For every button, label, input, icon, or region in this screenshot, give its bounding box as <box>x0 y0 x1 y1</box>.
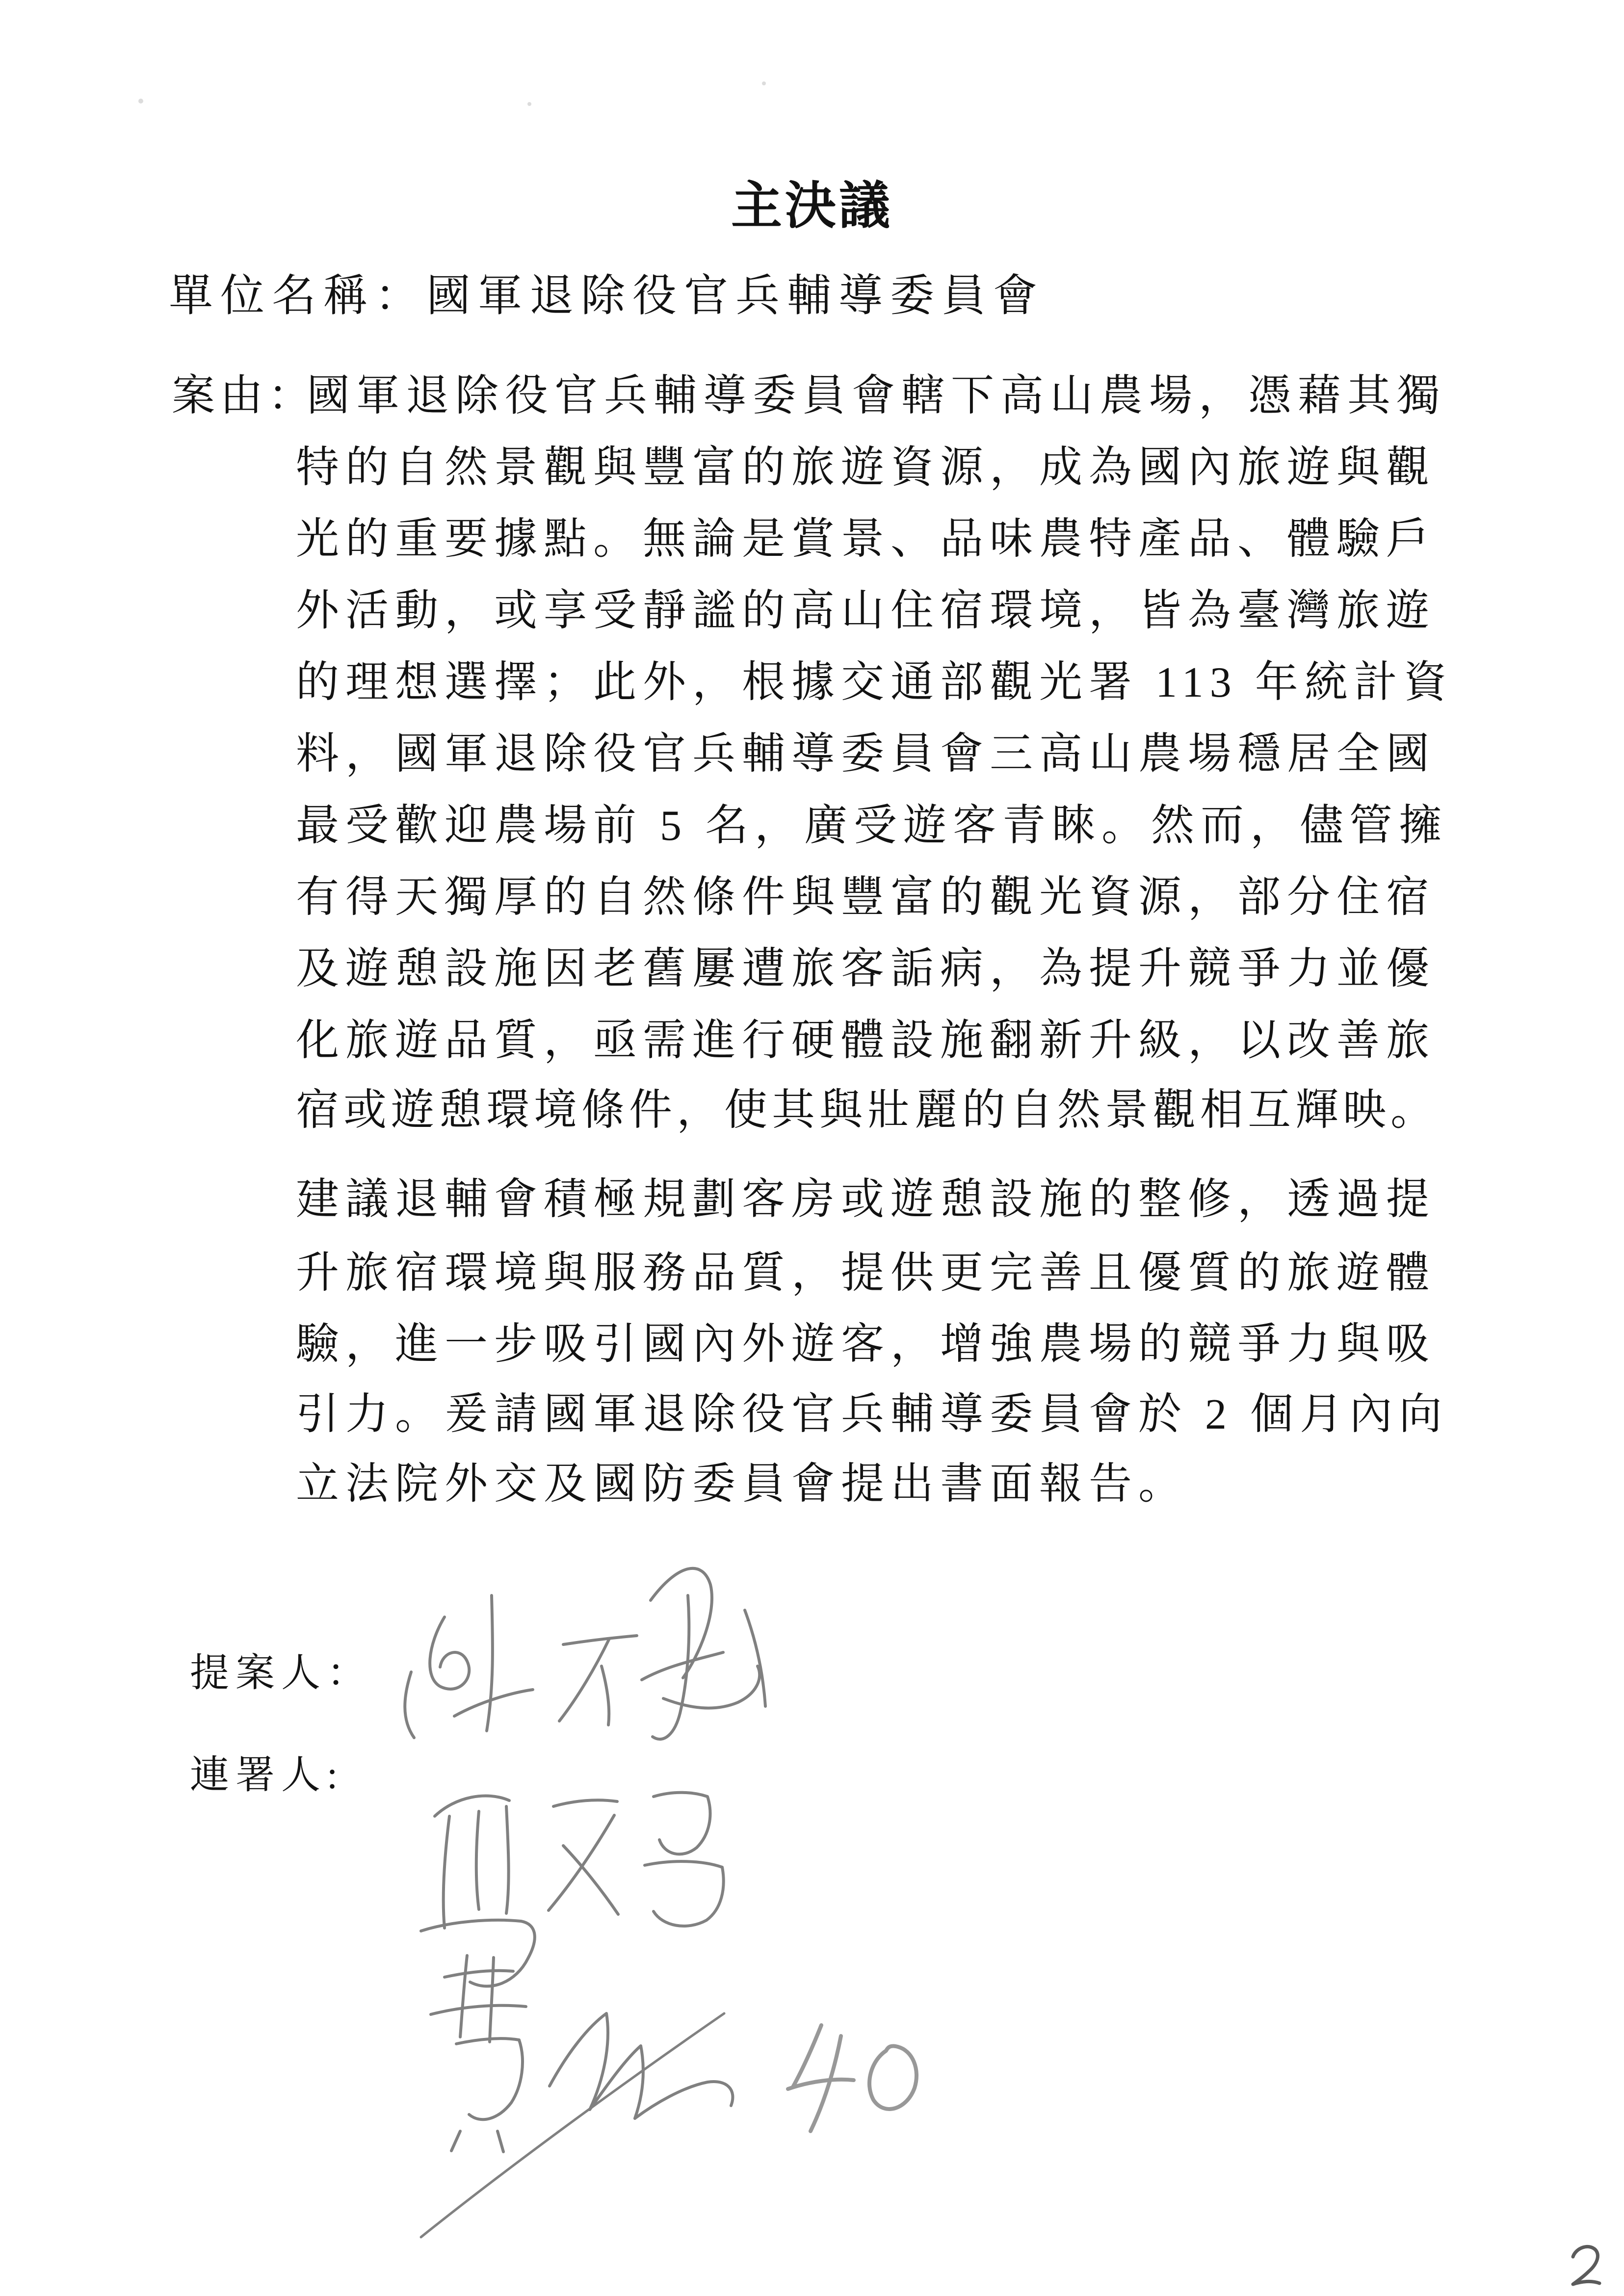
page-title: 主決議 <box>731 178 893 235</box>
case-line: 化旅遊品質，亟需進行硬體設施翻新升級，以改善旅 <box>296 1017 1436 1065</box>
case-line: 特的自然景觀與豐富的旅遊資源，成為國內旅遊與觀 <box>296 444 1436 492</box>
case-line: 升旅宿環境與服務品質，提供更完善且優質的旅遊體 <box>296 1250 1436 1297</box>
case-line: 料，國軍退除役官兵輔導委員會三高山農場穩居全國 <box>296 731 1436 778</box>
case-line: 宿或遊憩環境條件，使其與壯麗的自然景觀相互輝映。 <box>296 1087 1439 1134</box>
proposer-label: 提案人： <box>190 1652 372 1695</box>
handwritten-number-40-icon <box>788 2025 917 2131</box>
cosigner-signature-2-icon <box>421 1956 733 2237</box>
case-line: 最受歡迎農場前 5 名，廣受遊客青睞。然而，儘管擁 <box>296 802 1449 850</box>
cosigner-label: 連署人: <box>190 1754 344 1797</box>
case-line: 有得天獨厚的自然條件與豐富的觀光資源，部分住宿 <box>296 874 1436 921</box>
unit-name-value: 國軍退除役官兵輔導委員會 <box>426 272 1045 320</box>
unit-name-label: 單位名稱： <box>169 272 426 320</box>
case-line: 國軍退除役官兵輔導委員會轄下高山農場，憑藉其獨 <box>307 372 1447 420</box>
case-line: 建議退輔會積極規劃客房或遊憩設施的整修，透過提 <box>296 1176 1436 1224</box>
case-line: 光的重要據點。無論是賞景、品味農特產品、體驗戶 <box>296 516 1436 563</box>
scan-speck <box>138 81 766 106</box>
case-line: 引力。爰請國軍退除役官兵輔導委員會於 2 個月內向 <box>296 1391 1449 1438</box>
unit-name-line <box>169 273 1045 320</box>
proposer-signature-icon <box>405 1568 765 1739</box>
case-line: 的理想選擇；此外，根據交通部觀光署 113 年統計資 <box>296 659 1453 706</box>
case-label: 案由： <box>172 372 316 420</box>
case-line: 及遊憩設施因老舊屢遭旅客詬病，為提升競爭力並優 <box>296 945 1436 993</box>
case-line: 驗，進一步吸引國內外遊客，增強農場的競爭力與吸 <box>296 1321 1436 1368</box>
case-line: 外活動，或享受靜謐的高山住宿環境，皆為臺灣旅遊 <box>296 587 1436 635</box>
case-line: 立法院外交及國防委員會提出書面報告。 <box>296 1461 1188 1508</box>
cosigner-signature-1-icon <box>421 1793 724 1986</box>
page-number-icon <box>1573 2246 1599 2284</box>
